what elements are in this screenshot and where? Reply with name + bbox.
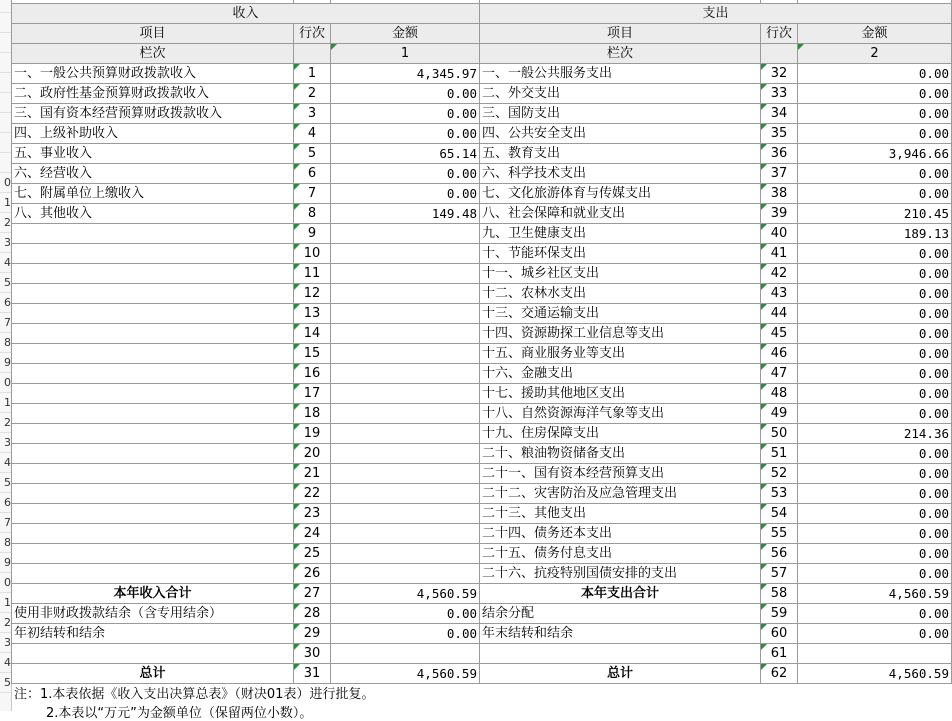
income-line-cell[interactable]: 15 <box>294 343 331 363</box>
expense-item-cell[interactable]: 十七、援助其他地区支出 <box>480 383 761 403</box>
row-number[interactable] <box>0 33 11 53</box>
expense-line-header[interactable]: 行次 <box>761 23 798 43</box>
row-number[interactable]: 1 <box>0 593 11 613</box>
income-item-cell[interactable]: 四、上级补助收入 <box>12 123 294 143</box>
table-row <box>12 443 952 463</box>
income-item-cell[interactable] <box>12 243 294 263</box>
income-section-header[interactable]: 收入 <box>12 3 480 23</box>
table-row <box>12 643 952 663</box>
expense-line-cell[interactable]: 41 <box>761 243 798 263</box>
income-amount-cell[interactable] <box>331 243 480 263</box>
expense-amount-cell[interactable]: 0.00 <box>798 503 952 523</box>
row-number[interactable]: 0 <box>0 173 11 193</box>
row-number[interactable]: 8 <box>0 333 11 353</box>
row-number[interactable]: 1 <box>0 393 11 413</box>
expense-amount-cell[interactable] <box>798 643 952 663</box>
expense-line-cell[interactable]: 45 <box>761 323 798 343</box>
table-row <box>12 543 952 563</box>
expense-line-cell[interactable]: 42 <box>761 263 798 283</box>
table-row <box>12 523 952 543</box>
expense-item-cell[interactable]: 十一、城乡社区支出 <box>480 263 761 283</box>
income-item-cell[interactable] <box>12 483 294 503</box>
expense-item-cell[interactable]: 二十二、灾害防治及应急管理支出 <box>480 483 761 503</box>
income-line-cell[interactable]: 3 <box>294 103 331 123</box>
income-line-cell[interactable]: 23 <box>294 503 331 523</box>
income-amount-cell[interactable]: 149.48 <box>331 203 480 223</box>
income-amount-cell[interactable] <box>331 363 480 383</box>
row-number[interactable]: 3 <box>0 433 11 453</box>
income-item-cell[interactable]: 一、一般公共预算财政拨款收入 <box>12 63 294 83</box>
expense-item-cell[interactable]: 六、科学技术支出 <box>480 163 761 183</box>
table-row <box>12 423 952 443</box>
income-item-cell[interactable] <box>12 383 294 403</box>
income-line-cell[interactable]: 29 <box>294 623 331 643</box>
expense-item-cell[interactable]: 年末结转和结余 <box>480 623 761 643</box>
table-row <box>12 463 952 483</box>
income-amount-cell[interactable] <box>331 383 480 403</box>
expense-item-cell[interactable]: 十九、住房保障支出 <box>480 423 761 443</box>
expense-item-cell[interactable]: 二十三、其他支出 <box>480 503 761 523</box>
expense-line-cell[interactable]: 61 <box>761 643 798 663</box>
income-amount-cell[interactable] <box>331 463 480 483</box>
table-row <box>12 223 952 243</box>
income-item-cell[interactable] <box>12 283 294 303</box>
income-amount-cell[interactable]: 4,560.59 <box>331 583 480 603</box>
income-amount-cell[interactable]: 0.00 <box>331 603 480 623</box>
expense-item-cell[interactable]: 五、教育支出 <box>480 143 761 163</box>
income-amount-cell[interactable] <box>331 443 480 463</box>
table-row <box>12 343 952 363</box>
table-row <box>12 83 952 103</box>
expense-amount-cell[interactable]: 0.00 <box>798 63 952 83</box>
table-row <box>12 363 952 383</box>
row-number[interactable] <box>0 73 11 93</box>
expense-item-cell[interactable]: 总计 <box>480 663 761 683</box>
income-item-cell[interactable] <box>12 223 294 243</box>
expense-amount-cell[interactable]: 0.00 <box>798 323 952 343</box>
income-amount-cell[interactable] <box>331 303 480 323</box>
income-line-cell[interactable]: 20 <box>294 443 331 463</box>
expense-line-cell[interactable]: 39 <box>761 203 798 223</box>
table-row <box>12 663 952 683</box>
income-line-cell[interactable]: 25 <box>294 543 331 563</box>
income-item-cell[interactable]: 七、附属单位上缴收入 <box>12 183 294 203</box>
expense-amount-cell[interactable]: 0.00 <box>798 463 952 483</box>
row-number[interactable]: 2 <box>0 213 11 233</box>
row-number[interactable] <box>0 53 11 73</box>
row-number[interactable]: 9 <box>0 553 11 573</box>
income-line-cell[interactable]: 1 <box>294 63 331 83</box>
row-number[interactable]: 3 <box>0 633 11 653</box>
expense-line-cell[interactable]: 50 <box>761 423 798 443</box>
expense-item-cell[interactable]: 十六、金融支出 <box>480 363 761 383</box>
table-row <box>12 623 952 643</box>
table-row <box>12 263 952 283</box>
expense-amount-cell[interactable]: 0.00 <box>798 283 952 303</box>
row-number[interactable] <box>0 133 11 153</box>
row-number[interactable] <box>0 113 11 133</box>
expense-amount-cell[interactable]: 0.00 <box>798 563 952 583</box>
income-item-cell[interactable]: 本年收入合计 <box>12 583 294 603</box>
income-amount-cell[interactable] <box>331 483 480 503</box>
income-line-cell[interactable]: 27 <box>294 583 331 603</box>
expense-amount-cell[interactable]: 0.00 <box>798 163 952 183</box>
income-amount-cell[interactable]: 0.00 <box>331 623 480 643</box>
income-line-cell[interactable]: 9 <box>294 223 331 243</box>
income-amount-cell[interactable] <box>331 323 480 343</box>
income-item-cell[interactable] <box>12 363 294 383</box>
income-line-cell[interactable]: 7 <box>294 183 331 203</box>
expense-column-label[interactable]: 栏次 <box>480 43 761 63</box>
expense-item-cell[interactable]: 二十一、国有资本经营预算支出 <box>480 463 761 483</box>
income-line-cell[interactable]: 4 <box>294 123 331 143</box>
income-line-cell[interactable]: 19 <box>294 423 331 443</box>
expense-item-cell[interactable]: 二十四、债务还本支出 <box>480 523 761 543</box>
expense-amount-cell[interactable]: 0.00 <box>798 603 952 623</box>
income-item-cell[interactable] <box>12 463 294 483</box>
expense-line-cell[interactable]: 48 <box>761 383 798 403</box>
income-line-cell[interactable]: 13 <box>294 303 331 323</box>
expense-item-header[interactable]: 项目 <box>480 23 761 43</box>
income-amount-cell[interactable]: 0.00 <box>331 103 480 123</box>
row-number[interactable]: 4 <box>0 653 11 673</box>
income-amount-cell[interactable] <box>331 643 480 663</box>
table-row <box>12 283 952 303</box>
expense-amount-cell[interactable]: 4,560.59 <box>798 663 952 683</box>
row-number[interactable]: 3 <box>0 233 11 253</box>
income-line-cell[interactable]: 11 <box>294 263 331 283</box>
income-line-cell[interactable]: 14 <box>294 323 331 343</box>
income-amount-cell[interactable]: 0.00 <box>331 183 480 203</box>
expense-item-cell[interactable]: 十三、交通运输支出 <box>480 303 761 323</box>
expense-line-cell[interactable]: 36 <box>761 143 798 163</box>
row-number[interactable]: 6 <box>0 493 11 513</box>
expense-item-cell[interactable]: 十、节能环保支出 <box>480 243 761 263</box>
income-amount-cell[interactable]: 0.00 <box>331 123 480 143</box>
expense-amount-cell[interactable]: 3,946.66 <box>798 143 952 163</box>
expense-item-cell[interactable]: 本年支出合计 <box>480 583 761 603</box>
table-row <box>12 563 952 583</box>
table-row <box>12 483 952 503</box>
income-item-cell[interactable] <box>12 263 294 283</box>
expense-amount-cell[interactable]: 214.36 <box>798 423 952 443</box>
income-line-cell[interactable]: 24 <box>294 523 331 543</box>
expense-item-cell[interactable]: 二十、粮油物资储备支出 <box>480 443 761 463</box>
expense-item-cell[interactable]: 二十五、债务付息支出 <box>480 543 761 563</box>
expense-amount-cell[interactable]: 0.00 <box>798 383 952 403</box>
income-amount-cell[interactable] <box>331 563 480 583</box>
row-number[interactable]: 7 <box>0 313 11 333</box>
income-amount-cell[interactable] <box>331 503 480 523</box>
expense-amount-cell[interactable]: 0.00 <box>798 443 952 463</box>
income-item-cell[interactable] <box>12 423 294 443</box>
expense-item-cell[interactable]: 十八、自然资源海洋气象等支出 <box>480 403 761 423</box>
expense-line-cell[interactable]: 40 <box>761 223 798 243</box>
expense-amount-cell[interactable]: 4,560.59 <box>798 583 952 603</box>
income-line-header[interactable]: 行次 <box>294 23 331 43</box>
expense-line-cell[interactable]: 56 <box>761 543 798 563</box>
income-item-cell[interactable] <box>12 323 294 343</box>
row-number[interactable]: 5 <box>0 673 11 693</box>
income-line-cell[interactable]: 8 <box>294 203 331 223</box>
income-amount-cell[interactable]: 0.00 <box>331 83 480 103</box>
income-item-cell[interactable]: 三、国有资本经营预算财政拨款收入 <box>12 103 294 123</box>
income-line-cell[interactable]: 21 <box>294 463 331 483</box>
row-number[interactable]: 4 <box>0 453 11 473</box>
row-number[interactable]: 0 <box>0 373 11 393</box>
income-line-cell[interactable]: 30 <box>294 643 331 663</box>
expense-column-number[interactable]: 2 <box>798 43 952 63</box>
row-number[interactable] <box>0 93 11 113</box>
expense-amount-cell[interactable]: 0.00 <box>798 243 952 263</box>
row-number[interactable]: 0 <box>0 573 11 593</box>
income-line-cell[interactable]: 26 <box>294 563 331 583</box>
income-item-cell[interactable]: 年初结转和结余 <box>12 623 294 643</box>
income-item-cell[interactable] <box>12 563 294 583</box>
income-line-cell[interactable]: 10 <box>294 243 331 263</box>
income-item-cell[interactable] <box>12 643 294 663</box>
income-item-cell[interactable]: 六、经营收入 <box>12 163 294 183</box>
income-amount-cell[interactable] <box>331 423 480 443</box>
income-amount-cell[interactable] <box>331 223 480 243</box>
income-item-cell[interactable] <box>12 443 294 463</box>
income-amount-cell[interactable] <box>331 343 480 363</box>
expense-amount-cell[interactable]: 210.45 <box>798 203 952 223</box>
income-item-cell[interactable] <box>12 503 294 523</box>
table-row <box>12 503 952 523</box>
expense-item-cell[interactable]: 十四、资源勘探工业信息等支出 <box>480 323 761 343</box>
income-line-cell[interactable]: 12 <box>294 283 331 303</box>
expense-amount-cell[interactable]: 0.00 <box>798 623 952 643</box>
expense-amount-cell[interactable]: 0.00 <box>798 263 952 283</box>
expense-line-cell[interactable]: 34 <box>761 103 798 123</box>
income-item-header[interactable]: 项目 <box>12 23 294 43</box>
income-amount-cell[interactable]: 4,560.59 <box>331 663 480 683</box>
expense-amount-cell[interactable]: 0.00 <box>798 183 952 203</box>
expense-amount-cell[interactable]: 0.00 <box>798 523 952 543</box>
income-item-cell[interactable] <box>12 403 294 423</box>
table-row <box>12 183 952 203</box>
footnote-1: 注：1.本表依据《收入支出决算总表》（财决01表）进行批复。 <box>14 687 375 702</box>
expense-line-cell[interactable]: 44 <box>761 303 798 323</box>
expense-amount-cell[interactable]: 189.13 <box>798 223 952 243</box>
table-row <box>12 603 952 623</box>
income-item-cell[interactable]: 二、政府性基金预算财政拨款收入 <box>12 83 294 103</box>
table-row <box>12 383 952 403</box>
income-line-cell[interactable]: 5 <box>294 143 331 163</box>
row-number[interactable] <box>0 13 11 33</box>
expense-line-cell[interactable]: 59 <box>761 603 798 623</box>
expense-line-cell[interactable]: 52 <box>761 463 798 483</box>
expense-line-cell[interactable]: 53 <box>761 483 798 503</box>
income-column-number[interactable]: 1 <box>331 43 480 63</box>
expense-amount-cell[interactable]: 0.00 <box>798 543 952 563</box>
row-number[interactable] <box>0 153 11 173</box>
income-line-cell[interactable]: 17 <box>294 383 331 403</box>
income-line-cell[interactable]: 6 <box>294 163 331 183</box>
expense-item-cell[interactable]: 二、外交支出 <box>480 83 761 103</box>
expense-line-cell[interactable]: 51 <box>761 443 798 463</box>
income-item-cell[interactable]: 使用非财政拨款结余（含专用结余） <box>12 603 294 623</box>
expense-item-cell[interactable]: 十二、农林水支出 <box>480 283 761 303</box>
table-row <box>12 403 952 423</box>
expense-amount-header[interactable]: 金额 <box>798 23 952 43</box>
income-item-cell[interactable]: 八、其他收入 <box>12 203 294 223</box>
row-number[interactable]: 2 <box>0 613 11 633</box>
expense-amount-cell[interactable]: 0.00 <box>798 123 952 143</box>
table-row <box>12 323 952 343</box>
expense-item-cell[interactable]: 一、一般公共服务支出 <box>480 63 761 83</box>
income-amount-cell[interactable]: 0.00 <box>331 163 480 183</box>
expense-line-cell[interactable]: 58 <box>761 583 798 603</box>
income-line-cell[interactable]: 28 <box>294 603 331 623</box>
table-row <box>12 163 952 183</box>
row-number[interactable]: 6 <box>0 293 11 313</box>
row-number[interactable]: 2 <box>0 413 11 433</box>
row-number[interactable]: 8 <box>0 533 11 553</box>
row-number[interactable]: 1 <box>0 193 11 213</box>
row-number[interactable]: 4 <box>0 253 11 273</box>
expense-line-cell[interactable]: 32 <box>761 63 798 83</box>
income-item-cell[interactable]: 总计 <box>12 663 294 683</box>
table-row <box>12 243 952 263</box>
table-row <box>12 583 952 603</box>
expense-line-cell[interactable]: 47 <box>761 363 798 383</box>
expense-line-cell[interactable]: 38 <box>761 183 798 203</box>
expense-amount-cell[interactable]: 0.00 <box>798 303 952 323</box>
income-item-cell[interactable] <box>12 303 294 323</box>
income-line-cell[interactable]: 16 <box>294 363 331 383</box>
row-number[interactable]: 7 <box>0 513 11 533</box>
expense-item-cell[interactable]: 十五、商业服务业等支出 <box>480 343 761 363</box>
table-row <box>12 303 952 323</box>
income-line-cell[interactable]: 18 <box>294 403 331 423</box>
income-amount-header[interactable]: 金额 <box>331 23 480 43</box>
income-amount-cell[interactable] <box>331 263 480 283</box>
expense-amount-cell[interactable]: 0.00 <box>798 403 952 423</box>
row-number[interactable]: 9 <box>0 353 11 373</box>
expense-line-cell[interactable]: 37 <box>761 163 798 183</box>
income-line-cell[interactable]: 22 <box>294 483 331 503</box>
expense-item-cell[interactable]: 结余分配 <box>480 603 761 623</box>
row-number[interactable] <box>0 0 11 13</box>
table-row <box>12 103 952 123</box>
table-row <box>12 63 952 83</box>
income-item-cell[interactable] <box>12 343 294 363</box>
expense-item-cell[interactable] <box>480 643 761 663</box>
expense-item-cell[interactable]: 七、文化旅游体育与传媒支出 <box>480 183 761 203</box>
cell[interactable] <box>294 43 331 63</box>
income-item-cell[interactable]: 五、事业收入 <box>12 143 294 163</box>
expense-item-cell[interactable]: 九、卫生健康支出 <box>480 223 761 243</box>
expense-amount-cell[interactable]: 0.00 <box>798 103 952 123</box>
expense-section-header[interactable]: 支出 <box>480 3 952 23</box>
table-row <box>12 143 952 163</box>
income-expense-table <box>11 0 952 684</box>
expense-item-cell[interactable]: 八、社会保障和就业支出 <box>480 203 761 223</box>
income-line-cell[interactable]: 31 <box>294 663 331 683</box>
expense-line-cell[interactable]: 33 <box>761 83 798 103</box>
expense-line-cell[interactable]: 60 <box>761 623 798 643</box>
expense-amount-cell[interactable]: 0.00 <box>798 83 952 103</box>
expense-line-cell[interactable]: 49 <box>761 403 798 423</box>
income-amount-cell[interactable]: 4,345.97 <box>331 63 480 83</box>
expense-line-cell[interactable]: 57 <box>761 563 798 583</box>
income-item-cell[interactable] <box>12 523 294 543</box>
row-number[interactable]: 5 <box>0 273 11 293</box>
expense-amount-cell[interactable]: 0.00 <box>798 363 952 383</box>
expense-amount-cell[interactable]: 0.00 <box>798 483 952 503</box>
cell[interactable] <box>761 43 798 63</box>
income-amount-cell[interactable] <box>331 403 480 423</box>
income-amount-cell[interactable] <box>331 543 480 563</box>
income-amount-cell[interactable] <box>331 523 480 543</box>
table-row <box>12 123 952 143</box>
expense-amount-cell[interactable]: 0.00 <box>798 343 952 363</box>
expense-item-cell[interactable]: 三、国防支出 <box>480 103 761 123</box>
income-line-cell[interactable]: 2 <box>294 83 331 103</box>
expense-line-cell[interactable]: 43 <box>761 283 798 303</box>
income-item-cell[interactable] <box>12 543 294 563</box>
income-amount-cell[interactable] <box>331 283 480 303</box>
expense-line-cell[interactable]: 54 <box>761 503 798 523</box>
table-row <box>12 203 952 223</box>
expense-item-cell[interactable]: 四、公共安全支出 <box>480 123 761 143</box>
footnote-2: 2.本表以“万元”为金额单位（保留两位小数）。 <box>46 706 313 721</box>
income-column-label[interactable]: 栏次 <box>12 43 294 63</box>
expense-line-cell[interactable]: 55 <box>761 523 798 543</box>
expense-line-cell[interactable]: 62 <box>761 663 798 683</box>
expense-line-cell[interactable]: 35 <box>761 123 798 143</box>
expense-line-cell[interactable]: 46 <box>761 343 798 363</box>
income-amount-cell[interactable]: 65.14 <box>331 143 480 163</box>
expense-item-cell[interactable]: 二十六、抗疫特别国债安排的支出 <box>480 563 761 583</box>
row-number[interactable]: 5 <box>0 473 11 493</box>
